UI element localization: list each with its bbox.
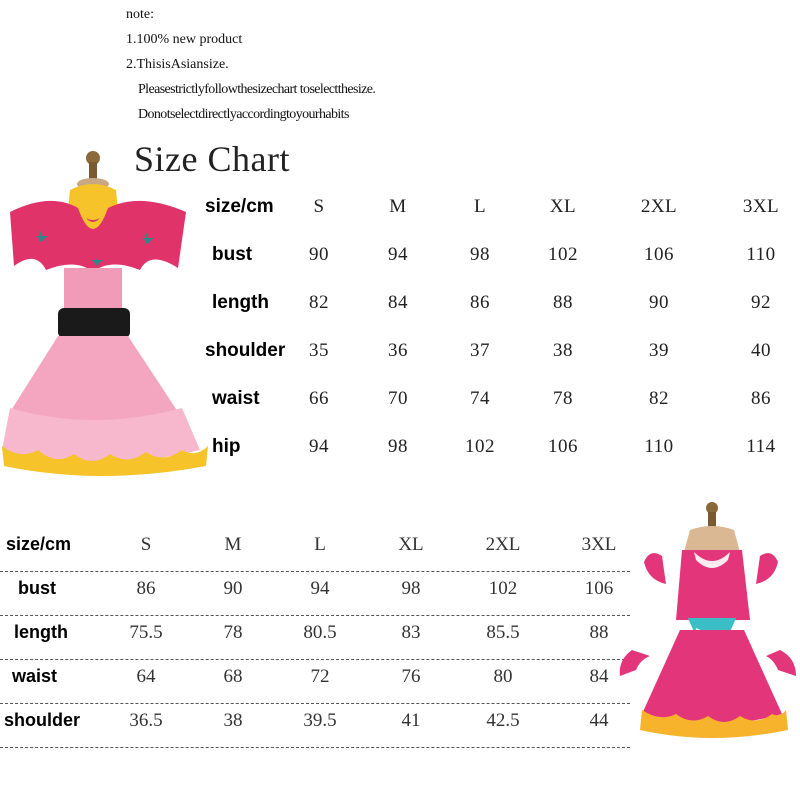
table-2-row-length [0, 616, 630, 660]
table-1-cell: 94 [309, 436, 329, 457]
table-2-row-label: shoulder [4, 710, 81, 730]
table-2-cell: 83 [401, 622, 421, 643]
table-1-cell: 82 [309, 292, 329, 313]
size-table-2 [0, 528, 630, 748]
table-1-cell: 84 [388, 292, 408, 313]
table-2-cell: 42.5 [486, 710, 520, 731]
table-1-cell: 66 [309, 388, 329, 409]
table-2-size-xl: XL [398, 534, 424, 555]
table-2-cell: 86 [136, 578, 156, 599]
table-2-header-row [0, 528, 630, 572]
table-1-cell: 39 [649, 340, 669, 361]
table-1-cell: 98 [470, 244, 490, 265]
table-2-size-2xl: 2XL [485, 534, 521, 555]
table-2-cell: 64 [136, 666, 156, 687]
table-2-size-m: M [224, 534, 242, 555]
table-2-cell: 78 [223, 622, 243, 643]
dress-1-figure [2, 151, 208, 476]
note-line-4: Donotselectdirectlyaccordingtoyourhabits [138, 107, 349, 122]
table-2-row-shoulder [0, 704, 630, 748]
table-2-cell: 84 [589, 666, 609, 687]
table-2-row-label: waist [12, 666, 58, 686]
table-1-cell: 114 [746, 436, 776, 457]
table-2-cell: 41 [401, 710, 421, 731]
table-1-row-label: bust [212, 244, 253, 265]
note-line-2: 2.ThisisAsiansize. [126, 57, 229, 72]
notes-block [126, 2, 375, 127]
table-2-size-s: S [140, 534, 152, 555]
table-1-cell: 74 [470, 388, 490, 409]
table-1-cell: 92 [751, 292, 771, 313]
table-2-cell: 38 [223, 710, 243, 731]
table-1-size-m: M [389, 196, 407, 217]
note-heading: note: [126, 7, 154, 22]
table-1-size-s: S [313, 196, 325, 217]
table-2-cell: 85.5 [486, 622, 520, 643]
table-2-cell: 102 [488, 578, 518, 599]
table-1-cell: 94 [388, 244, 408, 265]
table-1-cell: 88 [553, 292, 573, 313]
table-2-row-label: length [14, 622, 68, 642]
table-1-cell: 90 [649, 292, 669, 313]
table-2-cell: 90 [223, 578, 243, 599]
table-2-header-label: size/cm [6, 534, 72, 554]
table-1-cell: 106 [548, 436, 578, 457]
table-2-size-l: L [314, 534, 326, 555]
table-2-cell: 88 [589, 622, 609, 643]
table-1-row-label: hip [212, 436, 241, 457]
table-1-row-label: waist [212, 388, 260, 409]
table-1-size-l: L [473, 196, 487, 217]
table-1-cell: 36 [388, 340, 408, 361]
table-1-header-label: size/cm [205, 196, 274, 217]
table-2-cell: 98 [401, 578, 421, 599]
table-1-row-label: shoulder [205, 340, 286, 361]
table-1-cell: 102 [465, 436, 495, 457]
table-1-cell: 70 [388, 388, 408, 409]
table-2-cell: 39.5 [303, 710, 337, 731]
table-1-cell: 35 [309, 340, 329, 361]
table-2-size-3xl: 3XL [581, 534, 617, 555]
table-1-row-label: length [212, 292, 269, 313]
table-2-cell: 68 [223, 666, 243, 687]
table-1-cell: 102 [548, 244, 578, 265]
note-line-1: 1.100% new product [126, 32, 243, 47]
table-1-size-2xl: 2XL [640, 196, 678, 217]
table-1-cell: 78 [553, 388, 573, 409]
size-chart-title: Size Chart [134, 139, 290, 179]
dress-1-image [0, 150, 210, 480]
table-2-cell: 72 [310, 666, 330, 687]
table-2-cell: 80.5 [303, 622, 337, 643]
table-2-row-bust [0, 572, 630, 616]
table-1-cell: 106 [644, 244, 674, 265]
table-2-cell: 36.5 [129, 710, 163, 731]
table-1-cell: 98 [388, 436, 408, 457]
table-1-cell: 86 [470, 292, 490, 313]
table-1-cell: 90 [309, 244, 329, 265]
table-1-cell: 110 [746, 244, 776, 265]
table-2-cell: 76 [401, 666, 421, 687]
table-2-cell: 106 [584, 578, 614, 599]
table-1-cell: 82 [649, 388, 669, 409]
table-2-cell: 44 [589, 710, 609, 731]
dress-2-figure [620, 502, 796, 738]
table-1-size-xl: XL [549, 196, 577, 217]
table-2-cell: 75.5 [129, 622, 163, 643]
table-2-row-label: bust [18, 578, 56, 598]
table-2-row-waist [0, 660, 630, 704]
table-1-cell: 86 [751, 388, 771, 409]
table-2-cell: 80 [493, 666, 513, 687]
table-1-cell: 38 [553, 340, 573, 361]
table-1-size-3xl: 3XL [742, 196, 780, 217]
note-line-3: Pleasestrictlyfollowthesizechart toselectthesize. [138, 82, 376, 97]
dress-2-image [610, 500, 800, 750]
table-1-cell: 40 [751, 340, 771, 361]
table-1-cell: 37 [470, 340, 490, 361]
table-1-cell: 110 [644, 436, 674, 457]
table-2-cell: 94 [310, 578, 330, 599]
